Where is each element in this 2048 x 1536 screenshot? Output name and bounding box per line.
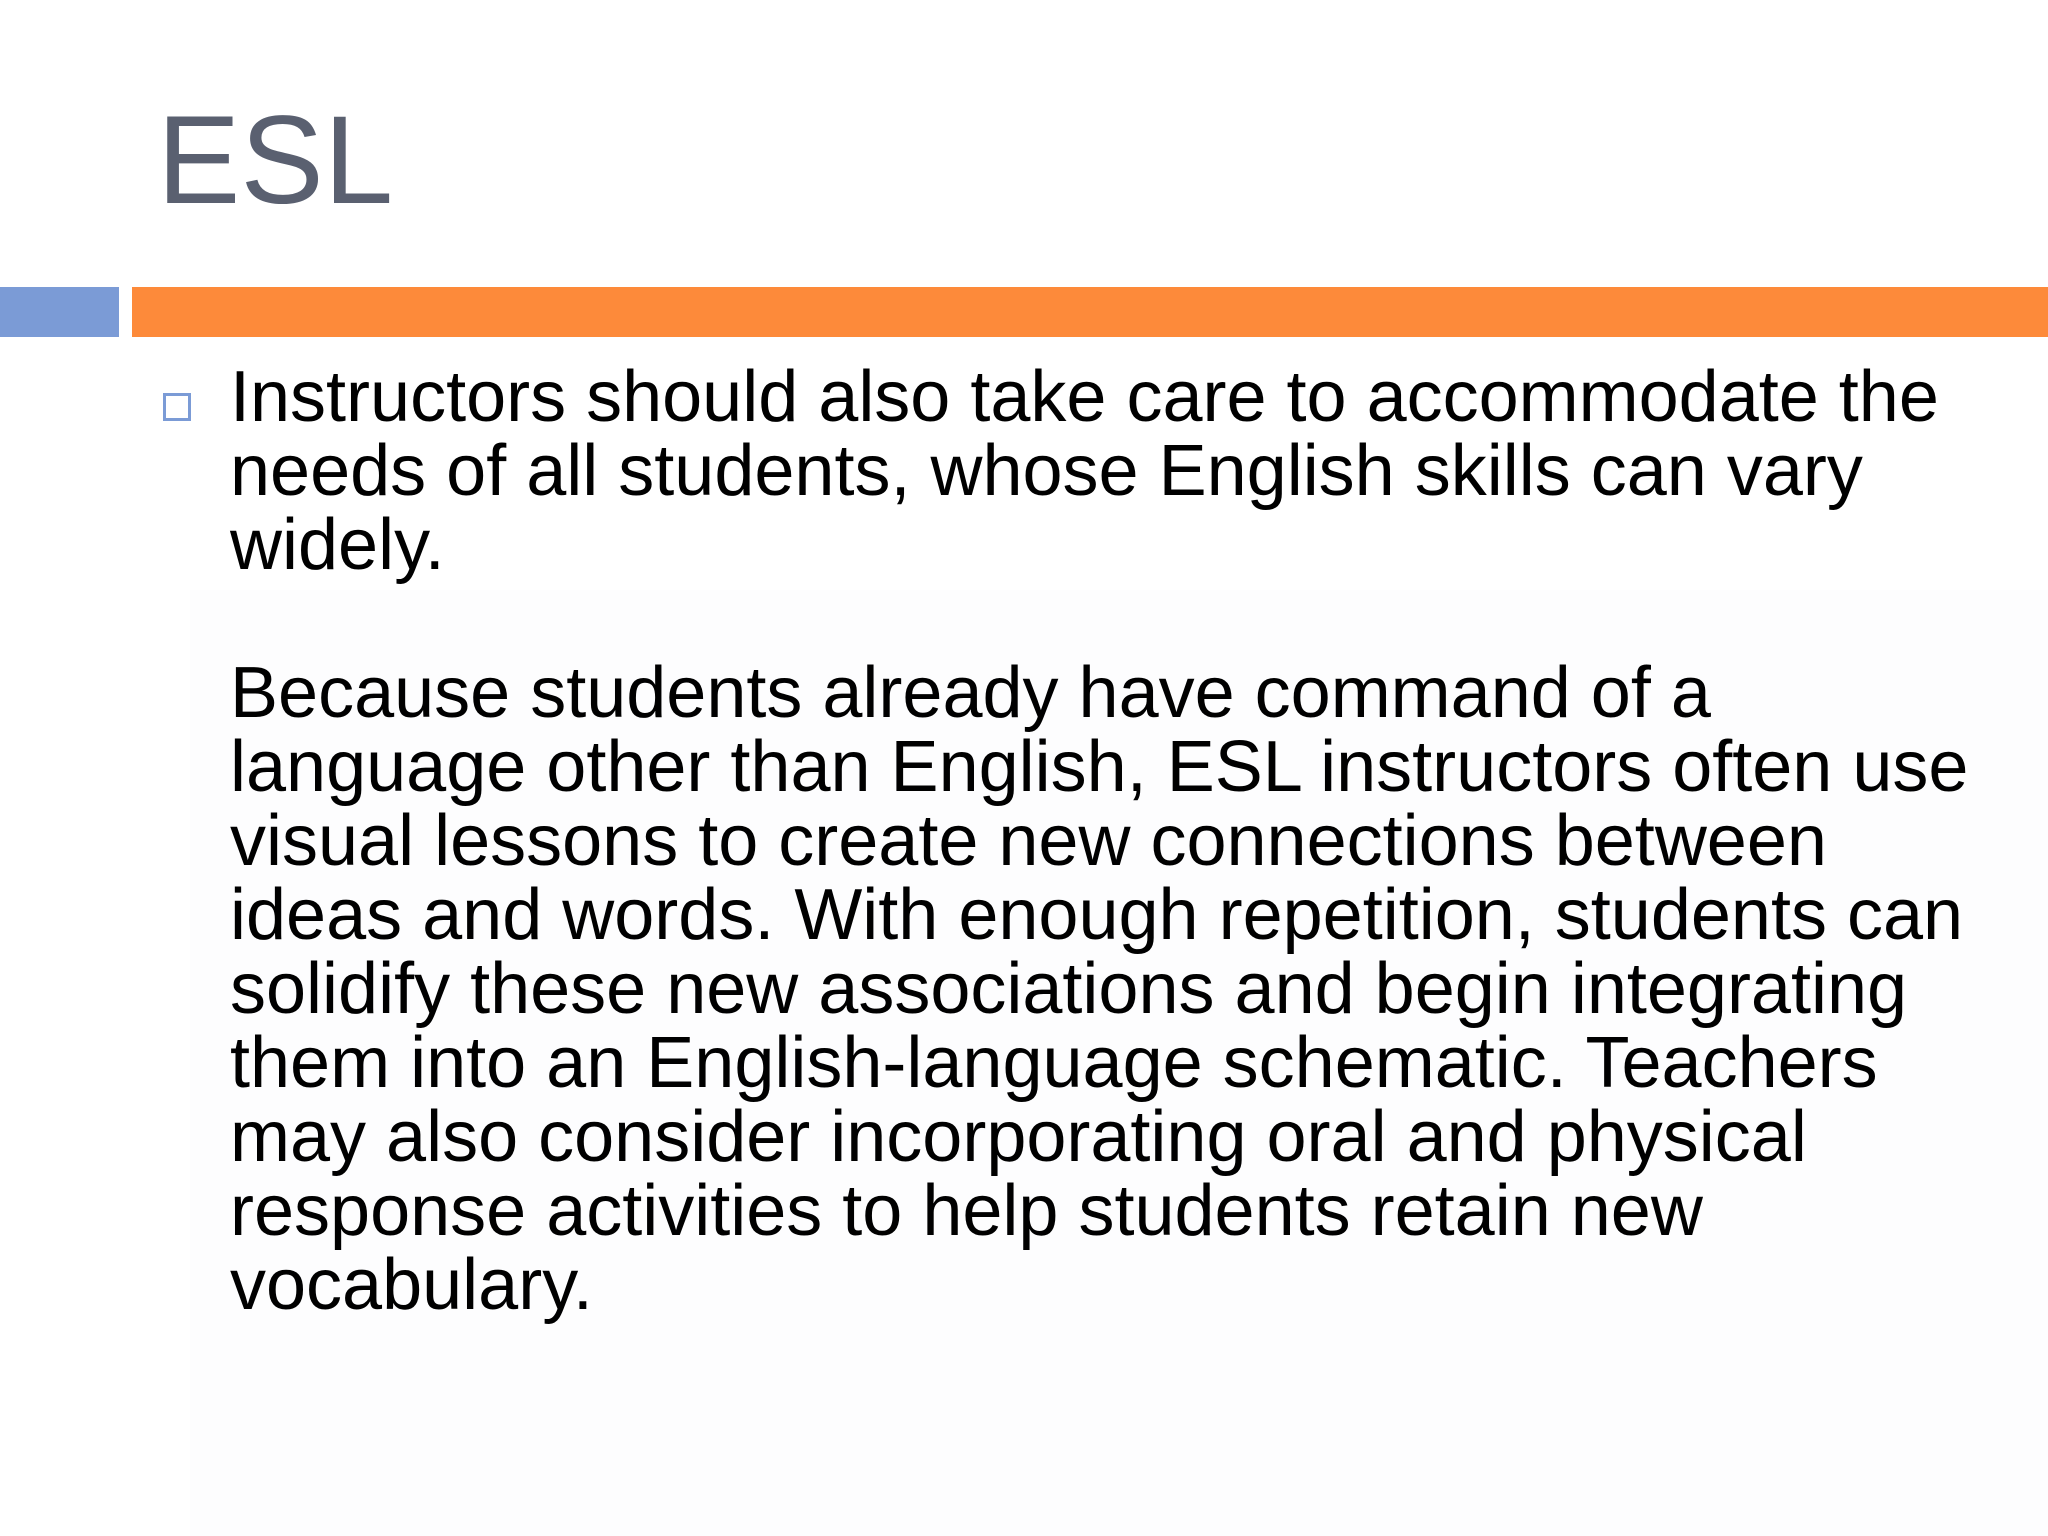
bullet-paragraph-1: Instructors should also take care to accommodate the needs of all students, whose English skills can vary widely. <box>230 357 1939 585</box>
hollow-square-bullet-icon <box>163 393 191 421</box>
accent-bar-orange <box>132 287 2048 337</box>
bullet-body <box>230 357 2005 1325</box>
slide-title: ESL <box>157 91 394 230</box>
accent-block-blue <box>0 287 119 337</box>
bullet-paragraph-2: Because students already have command of a language other than English, ESL instructors often use visual lessons to create new connections between ideas and words. With enough repetition, students can solidify these new associations and begin integrating them into an English-language schematic. Teachers may also consider incorporating oral and physical response activities to help students retain new vocabulary. <box>230 653 1969 1325</box>
